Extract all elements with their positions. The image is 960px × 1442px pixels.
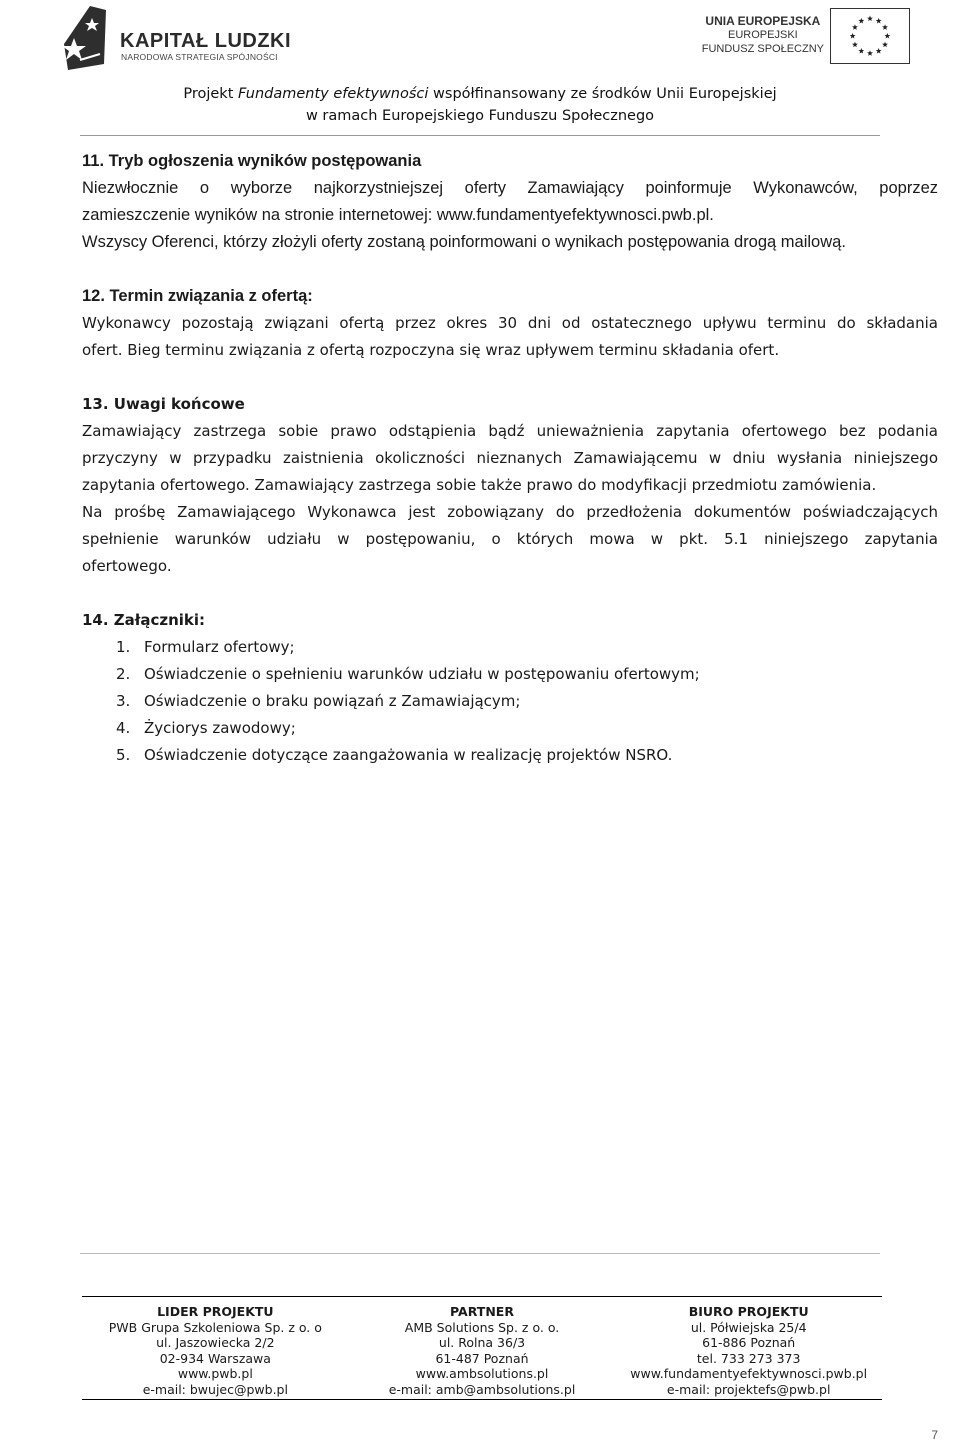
eu-star-icon bbox=[876, 48, 882, 54]
list-item bbox=[116, 715, 942, 742]
project-name: Fundamenty efektywności bbox=[238, 86, 429, 102]
section-12-title: 12. Termin związania z ofertą: bbox=[82, 287, 313, 305]
list-item-text: Formularz ofertowy; bbox=[144, 638, 295, 656]
section-13 bbox=[82, 391, 942, 580]
list-item-text: Oświadczenie o spełnieniu warunków udziału w postępowaniu ofertowym; bbox=[144, 665, 700, 683]
footer-heading: LIDER PROJEKTU bbox=[157, 1304, 274, 1319]
footer-email[interactable]: e-mail: bwujec@pwb.pl bbox=[142, 1381, 288, 1397]
section-14 bbox=[82, 607, 942, 769]
footer-line: 61-886 Poznań bbox=[702, 1335, 796, 1350]
eu-star-icon bbox=[850, 33, 856, 39]
text-line: ofert. Bieg terminu związania z ofertą rozpoczyna się wraz upływem terminu składania ofert. bbox=[82, 341, 780, 359]
text-line: Wszyscy Oferenci, którzy złożyli oferty zostaną poinformowani o wynikach postępowania drogą mailową. bbox=[82, 233, 846, 251]
list-item bbox=[116, 661, 942, 688]
footer-heading: BIURO PROJEKTU bbox=[688, 1304, 809, 1319]
footer-line: ul. Półwiejska 25/4 bbox=[690, 1319, 807, 1335]
eu-logo bbox=[690, 8, 910, 70]
section-12-text bbox=[82, 310, 942, 364]
header-divider bbox=[80, 135, 880, 136]
list-item-text: Oświadczenie o braku powiązań z Zamawiającym; bbox=[144, 692, 521, 710]
page-header bbox=[0, 0, 960, 140]
eu-star-icon bbox=[858, 48, 864, 54]
section-11-title: 11. Tryb ogłoszenia wyników postępowania bbox=[82, 152, 422, 170]
eu-logo-text bbox=[702, 14, 824, 56]
footer-link[interactable]: www.fundamentyefektywnosci.pwb.pl bbox=[630, 1366, 868, 1381]
section-11 bbox=[82, 148, 942, 256]
list-item bbox=[116, 742, 942, 769]
footer-email[interactable]: e-mail: amb@ambsolutions.pl bbox=[388, 1381, 576, 1397]
section-14-title: 14. Załączniki: bbox=[82, 611, 206, 629]
list-item-text: Oświadczenie dotyczące zaangażowania w realizację projektów NSRO. bbox=[144, 746, 673, 764]
footer-line: ul. Rolna 36/3 bbox=[438, 1335, 526, 1350]
footer-line: tel. 733 273 373 bbox=[696, 1350, 801, 1366]
section-13-title: 13. Uwagi końcowe bbox=[82, 395, 245, 413]
eu-star-icon bbox=[867, 16, 873, 22]
text-line: zamieszczenie wyników na stronie internetowej: www.fundamentyefektywnosci.pwb.pl. bbox=[82, 206, 714, 224]
kl-logo-subtitle: NARODOWA STRATEGIA SPÓJNOŚCI bbox=[121, 52, 278, 62]
eu-star-icon bbox=[858, 18, 864, 24]
footer-office-column bbox=[615, 1297, 882, 1399]
kl-logo-name: KAPITAŁ LUDZKI bbox=[120, 30, 292, 52]
eu-star-icon bbox=[876, 18, 882, 24]
eu-star-icon bbox=[884, 33, 890, 39]
list-item-number: 3. bbox=[116, 692, 131, 710]
list-item-number: 5. bbox=[116, 746, 131, 764]
footer-heading: PARTNER bbox=[450, 1304, 514, 1319]
project-suffix: współfinansowany ze środków Unii Europejskiej bbox=[428, 86, 777, 102]
eu-star-icon bbox=[867, 50, 873, 56]
footer-line: 02-934 Warszawa bbox=[159, 1350, 271, 1366]
list-item-number: 2. bbox=[116, 665, 131, 683]
document-body bbox=[82, 148, 942, 769]
footer-divider bbox=[80, 1253, 880, 1254]
page-footer bbox=[82, 1296, 882, 1400]
footer-line: AMB Solutions Sp. z o. o. bbox=[404, 1319, 560, 1335]
footer-line: 61-487 Poznań bbox=[435, 1350, 529, 1366]
section-12 bbox=[82, 283, 942, 364]
footer-line: ul. Jaszowiecka 2/2 bbox=[156, 1335, 275, 1350]
kapital-ludzki-emblem-icon bbox=[60, 4, 110, 72]
section-11-text bbox=[82, 175, 942, 256]
footer-link[interactable]: www.pwb.pl bbox=[177, 1366, 253, 1381]
eu-logo-line2: EUROPEJSKI bbox=[728, 29, 798, 41]
text-line: Niezwłocznie o wyborze najkorzystniejszej oferty Zamawiający poinformuje Wykonawców, poprzez bbox=[82, 179, 938, 197]
text-line: przyczyny w przypadku zaistnienia okoliczności nieznanych Zamawiającemu w dniu wysłania niniejszego bbox=[82, 449, 938, 467]
eu-star-icon bbox=[882, 42, 888, 48]
project-funding-line2: w ramach Europejskiego Funduszu Społecznego bbox=[305, 108, 655, 124]
list-item-number: 1. bbox=[116, 638, 131, 656]
list-item-number: 4. bbox=[116, 719, 131, 737]
list-item-text: Życiorys zawodowy; bbox=[144, 719, 296, 737]
footer-partner-column bbox=[349, 1297, 616, 1399]
eu-star-icon bbox=[882, 24, 888, 30]
text-line: ofertowego. bbox=[82, 557, 172, 575]
text-line: Zamawiający zastrzega sobie prawo odstąpienia bądź unieważnienia zapytania ofertowego bez podania bbox=[82, 422, 938, 440]
footer-lider-column bbox=[82, 1297, 349, 1399]
project-funding-line1 bbox=[0, 86, 960, 102]
kapital-ludzki-logo bbox=[60, 4, 320, 74]
text-line: zapytania ofertowego. Zamawiający zastrzega sobie także prawo do modyfikacji przedmiotu zamówienia. bbox=[82, 476, 877, 494]
text-line: Na prośbę Zamawiającego Wykonawca jest zobowiązany do przedłożenia dokumentów poświadczających bbox=[82, 503, 938, 521]
project-prefix: Projekt bbox=[183, 86, 238, 102]
footer-link[interactable]: www.ambsolutions.pl bbox=[415, 1366, 549, 1381]
footer-line: PWB Grupa Szkoleniowa Sp. z o. o bbox=[108, 1319, 322, 1335]
eu-star-icon bbox=[852, 42, 858, 48]
text-line: spełnienie warunków udziału w postępowaniu, o których mowa w pkt. 5.1 niniejszego zapytania bbox=[82, 530, 938, 548]
eu-logo-line1: UNIA EUROPEJSKA bbox=[705, 14, 821, 28]
eu-flag-icon bbox=[830, 8, 910, 64]
section-13-text bbox=[82, 418, 942, 580]
page-number: 7 bbox=[931, 1428, 938, 1442]
attachments-list bbox=[116, 634, 942, 769]
eu-star-icon bbox=[852, 24, 858, 30]
eu-logo-line3: FUNDUSZ SPOŁECZNY bbox=[701, 43, 824, 55]
list-item bbox=[116, 688, 942, 715]
list-item bbox=[116, 634, 942, 661]
footer-email[interactable]: e-mail: projektefs@pwb.pl bbox=[666, 1381, 831, 1397]
text-line: Wykonawcy pozostają związani ofertą przez okres 30 dni od ostatecznego upływu terminu do składania bbox=[82, 314, 938, 332]
